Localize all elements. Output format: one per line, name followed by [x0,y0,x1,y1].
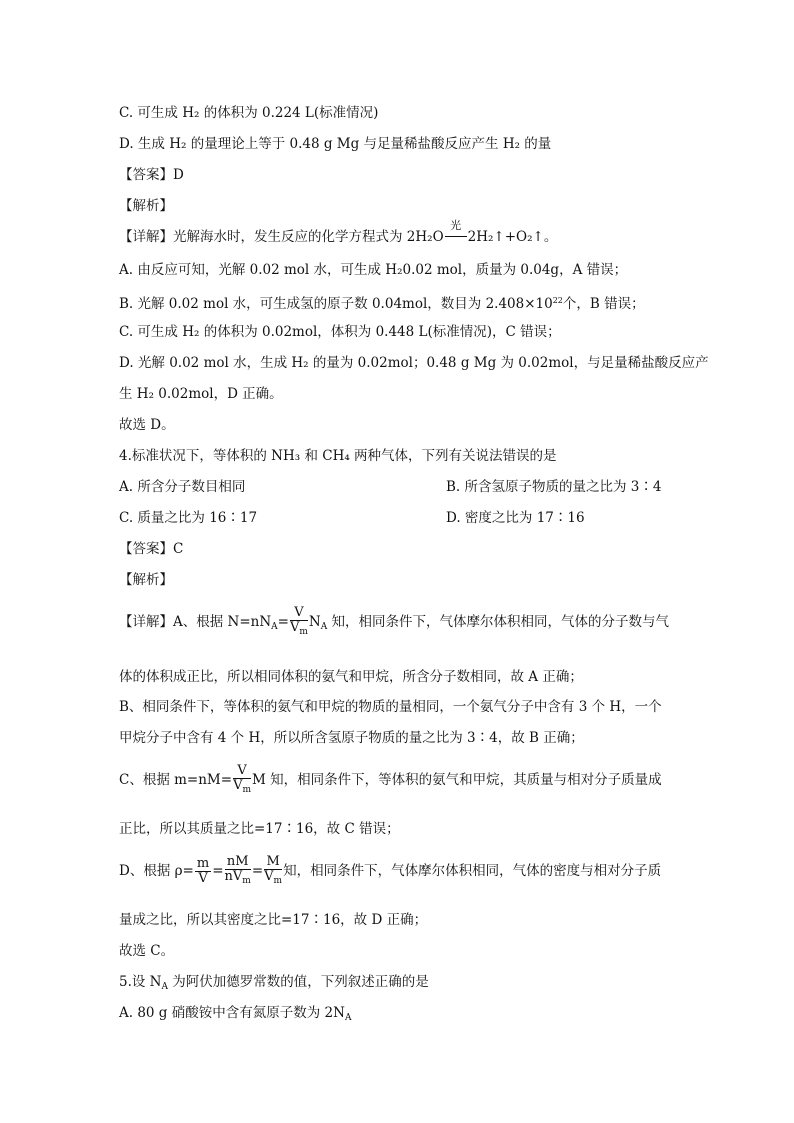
q4-detail-d-2: 量成之比，所以其密度之比=17∶16，故 D 正确； [119,912,428,928]
option-d-line: D. 生成 H₂ 的量理论上等于 0.48 g Mg 与足量稀盐酸反应产生 H₂ 的量 [119,136,552,152]
eq-right: 2H₂↑+O₂↑。 [467,229,558,245]
q4-options-row1 [119,478,245,496]
q3-b-pre: B. 光解 0.02 mol 水，可生成氢的原子数 0.04mol，数目为 2.408×10 [119,296,553,312]
q3-choose: 故选 D。 [119,417,175,433]
q3-detail-c: C. 可生成 H₂ 的体积为 0.02mol，体积为 0.448 L(标准情况)，C 错误； [119,324,561,340]
q4-option-b: B. 所含氢原子物质的量之比为 3∶4 [446,479,662,495]
q3-detail-b [119,292,645,313]
q4-detail-b-2: 甲烷分子中含有 4 个 H，所以所含氢原子物质的量之比为 3∶4，故 B 正确； [119,730,584,746]
eq-condition: 光 [450,219,462,232]
q4-detail-c-2: 正比，所以其质量之比=17∶16，故 C 错误； [119,821,400,837]
fraction-v-over-vm: $\frac{V}{V_m}$ [233,763,251,795]
q4-option-c: C. 质量之比为 16∶17 [119,510,258,526]
q3-b-sup: 22 [552,296,563,305]
q4-option-a: A. 所含分子数目相同 [119,479,246,495]
q3-detail-d-2: 生 H₂ 0.02mol，D 正确。 [119,386,283,402]
q4-detail-d-1: D、根据 ρ= $\frac{m}{V}$ = $\frac{nM}{nV_m}$ = $\frac{M}{V_m}$ 知，相同条件下，气体摩尔体积相同，气体的密度与相对分子质 [119,854,662,886]
q4-stem: 4.标准状况下，等体积的 NH₃ 和 CH₄ 两种气体，下列有关说法错误的是 [119,448,557,464]
q4-detail-b-1: B、相同条件下，等体积的氨气和甲烷的物质的量相同，一个氨气分子中含有 3 个 H，一个 [119,699,662,715]
fraction-nm-over-nvm: $\frac{nM}{nV_m}$ [224,854,251,886]
eq-left: 2H₂O [406,229,444,245]
q3-detail-d-1: D. 光解 0.02 mol 水，生成 H₂ 的量为 0.02mol；0.48 g Mg 为 0.02mol，与足量稀盐酸反应产 [119,355,709,371]
q3-detail-equation [119,219,558,246]
q4-a1-post1: N [308,614,321,630]
q3-b-post: 个，B 错误； [562,296,645,312]
q4-analysis-label: 【解析】 [119,572,173,588]
q4-c1-post: M 知，相同条件下，等体积的氨气和甲烷，其质量与相对分子质量成 [252,772,662,788]
q4-d1-post: 知，相同条件下，气体摩尔体积相同，气体的密度与相对分子质 [283,863,662,879]
option-c-line: C. 可生成 H₂ 的体积为 0.224 L(标准情况) [119,105,379,121]
frac-denominator: $V_m$ [289,620,308,637]
q4-a1-pre: 【详解】A、根据 N=nN [119,614,272,630]
q4-detail-a-1 [119,606,669,642]
q5-stem: 5.设 $N_A$ 为阿伏加德罗常数的值，下列叙述正确的是 [119,974,429,992]
fraction-v-over-vm [290,606,308,639]
q4-d1-pre: D、根据 ρ= [119,863,194,879]
q4-option-d: D. 密度之比为 17∶16 [446,510,585,526]
q4-a1-sub: A [271,622,278,632]
q4-detail-c-1 [119,764,662,797]
fraction-m-over-v: $\frac{m}{V}$ [196,856,210,886]
q4-detail-a-2: 体的体积成正比，所以相同体积的氨气和甲烷，所含分子数相同，故 A 正确； [119,669,583,685]
q3-detail-prefix: 【详解】光解海水时，发生反应的化学方程式为 [119,229,407,245]
q4-choose: 故选 C。 [119,943,175,959]
q4-a1-post-sub: A [320,622,328,632]
eq-arrow [444,219,468,246]
q4-a1-eq: = [277,614,289,630]
q3-answer: 【答案】D [119,167,184,183]
q4-c1-pre: C、根据 m=nM= [119,772,233,788]
q3-analysis-label: 【解析】 [119,198,173,214]
q5-option-a: A. 80 g 硝酸铵中含有氮原子数为 $2N_A$ [119,1005,352,1023]
fraction-m-over-vm: $\frac{M}{V_m}$ [264,854,283,886]
q3-detail-a: A. 由反应可知，光解 0.02 mol 水，可生成 H₂0.02 mol，质量为 0.04g，A 错误； [119,262,628,278]
frac-numerator: V [290,606,308,621]
q4-answer: 【答案】C [119,541,184,557]
q4-a1-post2: 知，相同条件下，气体摩尔体积相同，气体的分子数与气 [327,614,670,630]
